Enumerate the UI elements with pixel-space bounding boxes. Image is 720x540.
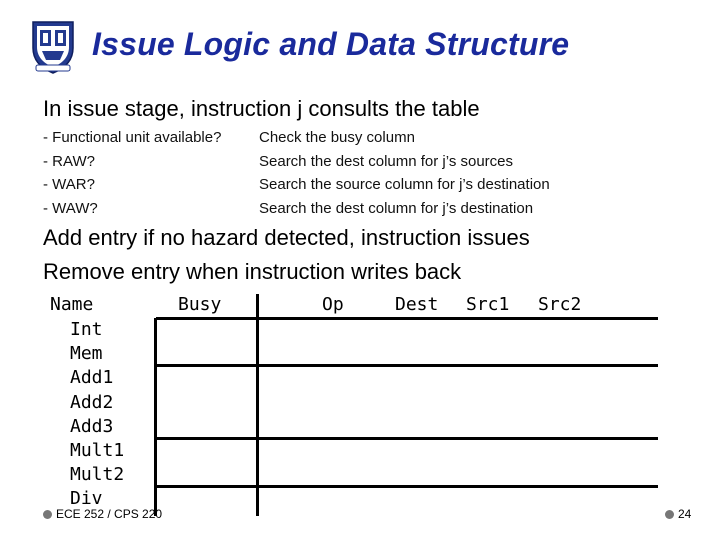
table-row-label: Add1 [70, 367, 114, 389]
table-divider-busy [256, 294, 259, 516]
check-question: - WAR? [43, 176, 95, 193]
check-question: - WAW? [43, 199, 98, 217]
check-row [43, 197, 550, 221]
table-row-label: Add3 [70, 415, 114, 437]
check-action: Check the busy column [259, 129, 415, 146]
table-row-label: Int [70, 319, 103, 340]
bullet-icon [665, 510, 674, 519]
table-row-label: Mem [70, 343, 103, 365]
column-header-src1: Src1 [466, 294, 510, 315]
footer-course [43, 507, 162, 521]
unit-name-list [70, 318, 124, 512]
check-row [43, 150, 550, 174]
bullet-icon [43, 510, 52, 519]
note-add-entry: Add entry if no hazard detected, instruction issues [43, 225, 530, 250]
slide-title: Issue Logic and Data Structure [92, 26, 570, 62]
table-row-label: Div [70, 488, 103, 510]
table-grid-line [156, 364, 658, 367]
check-row [43, 173, 550, 197]
footer-page [665, 507, 691, 521]
table-row-label: Mult1 [70, 440, 125, 462]
table-row-label: Mult2 [70, 464, 125, 486]
check-action: Search the dest column for j’s sources [259, 152, 514, 170]
column-header-busy: Busy [178, 294, 222, 315]
subtitle: In issue stage, instruction j consults the table [43, 96, 480, 121]
check-row [43, 126, 550, 150]
column-header-name: Name [50, 294, 94, 315]
check-action: Search the source column for j’s destination [259, 176, 550, 193]
check-question: - Functional unit available? [43, 129, 222, 146]
page-number: 24 [678, 507, 692, 521]
check-question: - RAW? [43, 152, 95, 170]
column-header-dest: Dest [395, 294, 439, 315]
table-grid-line [156, 437, 658, 440]
column-header-op: Op [322, 294, 344, 315]
hazard-check-list [43, 126, 550, 220]
column-header-src2: Src2 [538, 294, 582, 315]
note-remove-entry: Remove entry when instruction writes back [43, 259, 462, 284]
check-action: Search the dest column for j’s destination [259, 199, 534, 217]
table-grid-line [156, 317, 658, 320]
university-shield-logo [30, 18, 76, 74]
course-label: ECE 252 / CPS 220 [56, 507, 163, 521]
table-row-label: Add2 [70, 391, 114, 413]
table-grid-line [156, 485, 658, 488]
